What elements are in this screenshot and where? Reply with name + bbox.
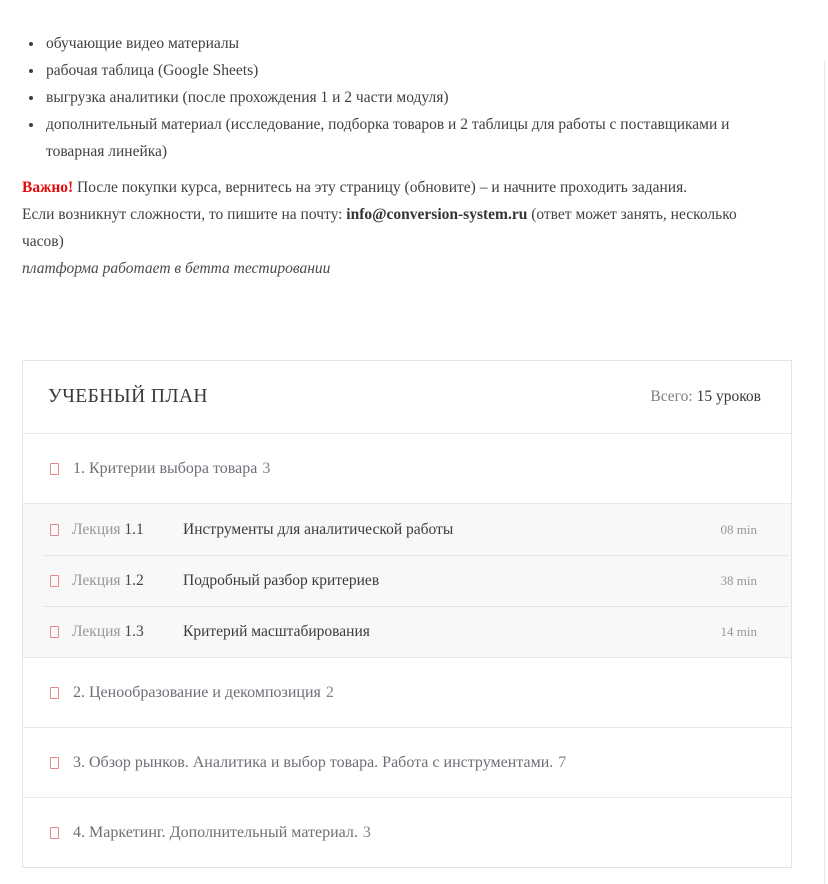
lesson-square-icon — [50, 626, 59, 638]
beta-note — [22, 255, 764, 282]
section-title: 4. Маркетинг. Дополнительный материал. — [73, 824, 358, 841]
section-square-icon — [50, 757, 59, 769]
important-label: Важно! — [22, 179, 74, 196]
lesson-title: Подробный разбор критериев — [183, 571, 380, 589]
course-includes-item: • дополнительный материал (исследование, подборка товаров и 2 таблицы для работы с поставщиками и товарная линейка) — [44, 111, 750, 165]
section-title: 1. Критерии выбора товара — [73, 460, 258, 477]
course-includes-item: • рабочая таблица (Google Sheets) — [44, 57, 750, 84]
curriculum-header — [23, 361, 791, 434]
course-includes-item: • обучающие видео материалы — [44, 30, 750, 57]
lesson-row-1-2[interactable] — [23, 555, 791, 606]
section-lesson-count: 3 — [262, 460, 271, 477]
lesson-row-1-3[interactable] — [23, 606, 791, 657]
lesson-duration: 14 min — [720, 623, 757, 639]
lesson-duration: 08 min — [720, 521, 757, 537]
section-lesson-count: 3 — [362, 824, 371, 841]
section-row-4[interactable] — [23, 797, 791, 867]
section-row-1[interactable] — [23, 434, 791, 503]
lesson-number: 1.1 — [124, 520, 144, 538]
section-row-2[interactable] — [23, 658, 791, 727]
contact-suffix: (ответ может занять, несколько часов) — [22, 206, 737, 250]
contact-note — [22, 201, 764, 255]
lesson-square-icon — [50, 575, 59, 587]
lessons-total-value: 15 уроков — [696, 388, 761, 405]
important-text: После покупки курса, вернитесь на эту страницу (обновите) – и начните проходить задания. — [73, 179, 688, 196]
section-square-icon — [50, 827, 59, 839]
lesson-type — [72, 521, 183, 539]
section-lesson-count: 7 — [558, 754, 567, 771]
section-title: 3. Обзор рынков. Аналитика и выбор товара. Работа с инструментами. — [73, 754, 554, 771]
lesson-number: 1.3 — [124, 622, 144, 640]
lesson-type-label: Лекция — [72, 571, 121, 589]
lessons-total-label: Всего: — [650, 388, 693, 405]
lesson-square-icon — [50, 524, 59, 536]
lesson-duration: 38 min — [720, 572, 757, 588]
lessons-total — [650, 388, 761, 406]
contact-prefix: Если возникнут сложности, то пишите на почту: — [22, 206, 347, 223]
curriculum-card — [22, 360, 792, 868]
lesson-type-label: Лекция — [72, 520, 121, 538]
lesson-row-1-1[interactable] — [23, 504, 791, 555]
important-note — [22, 174, 764, 201]
lesson-type — [72, 572, 183, 590]
section-1-lessons — [23, 503, 791, 658]
section-square-icon — [50, 463, 59, 475]
beta-note-text: платформа работает в бетта тестировании — [22, 260, 331, 277]
course-includes-item: • выгрузка аналитики (после прохождения 1 и 2 части модуля) — [44, 84, 750, 111]
lesson-title: Инструменты для аналитической работы — [183, 520, 454, 538]
section-row-3[interactable] — [23, 727, 791, 797]
lesson-title: Критерий масштабирования — [183, 622, 370, 640]
support-email: info@conversion-system.ru — [346, 206, 528, 223]
lesson-type-label: Лекция — [72, 622, 121, 640]
page — [0, 30, 828, 868]
section-title: 2. Ценообразование и декомпозиция — [73, 684, 321, 701]
lesson-number: 1.2 — [124, 571, 144, 589]
course-includes-list — [44, 30, 750, 165]
content-column-divider — [824, 60, 825, 884]
section-square-icon — [50, 687, 59, 699]
section-lesson-count: 2 — [325, 684, 334, 701]
lesson-type — [72, 623, 183, 641]
curriculum-title: УЧЕБНЫЙ ПЛАН — [48, 386, 208, 407]
